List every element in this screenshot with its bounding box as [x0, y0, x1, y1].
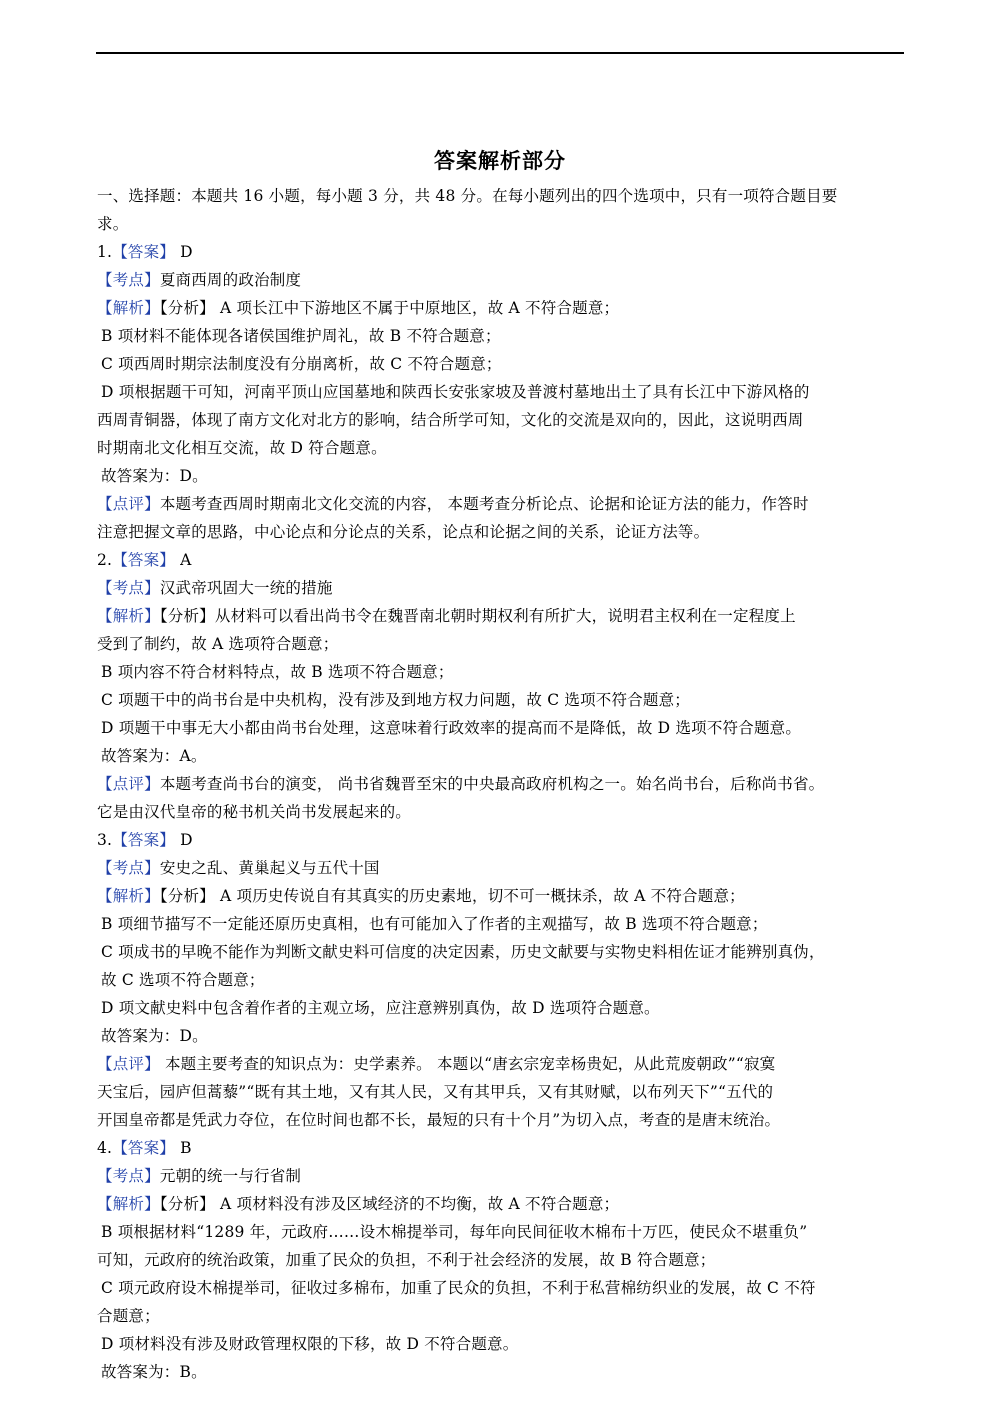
kaodian-tag: 【考点】	[97, 859, 160, 877]
question-1-kaodian	[97, 266, 912, 294]
jiexi-line: C 项元政府设木棉提举司，征收过多棉布，加重了民众的负担，不利于私营棉纺织业的发展，故 C 不符	[101, 1279, 816, 1297]
jiexi-line: B 项根据材料“1289 年，元政府……设木棉提举司，每年向民间征收木棉布十万匹，使民众不堪重负”	[101, 1223, 808, 1241]
page-title: 答案解析部分	[434, 148, 566, 173]
jiexi-tag: 【解析】	[97, 887, 160, 905]
question-2-dianping	[97, 770, 912, 798]
dianping-tag: 【点评】	[97, 775, 160, 793]
dianping-tag: 【点评】	[97, 1055, 160, 1073]
jiexi-line: C 项西周时期宗法制度没有分崩离析，故 C 不符合题意；	[101, 355, 502, 373]
question-4-kaodian	[97, 1162, 912, 1190]
dianping-tag: 【点评】	[97, 495, 160, 513]
jiexi-tag: 【解析】	[97, 1195, 160, 1213]
jiexi-line: 合题意；	[97, 1307, 160, 1325]
answer-value: D	[175, 243, 193, 261]
jiexi-line: 故答案为：D。	[101, 1027, 208, 1045]
question-3-kaodian	[97, 854, 912, 882]
question-2-answer	[97, 546, 912, 574]
jiexi-line: D 项根据题干可知，河南平顶山应国墓地和陕西长安张家坡及普渡村墓地出土了具有长江中下游风格的	[101, 383, 810, 401]
jiexi-text: 【分析】从材料可以看出尚书令在魏晋南北朝时期权利有所扩大，说明君主权利在一定程度上	[159, 607, 796, 625]
question-number: 4.	[97, 1139, 113, 1157]
kaodian-text: 汉武帝巩固大一统的措施	[159, 579, 333, 597]
question-3-dianping	[97, 1050, 912, 1078]
question-number: 1.	[97, 243, 113, 261]
jiexi-text: 【分析】 A 项历史传说自有其真实的历史素地，切不可一概抹杀，故 A 不符合题意；	[159, 887, 745, 905]
kaodian-text: 安史之乱、黄巢起义与五代十国	[159, 859, 380, 877]
jiexi-tag: 【解析】	[97, 607, 160, 625]
dianping-line: 开国皇帝都是凭武力夺位，在位时间也都不长，最短的只有十个月”为切入点，考查的是唐末统治。	[97, 1111, 781, 1129]
question-1-answer	[97, 238, 912, 266]
jiexi-line: 故答案为：B。	[101, 1363, 207, 1381]
header-rule	[96, 52, 904, 54]
jiexi-line: 时期南北文化相互交流，故 D 符合题意。	[97, 439, 387, 457]
jiexi-line: D 项材料没有涉及财政管理权限的下移，故 D 不符合题意。	[101, 1335, 519, 1353]
answer-value: B	[175, 1139, 192, 1157]
dianping-text: 本题考查西周时期南北文化交流的内容， 本题考查分析论点、论据和论证方法的能力，作答时	[159, 495, 809, 513]
question-4-jiexi	[97, 1190, 912, 1218]
jiexi-line: 故答案为：D。	[101, 467, 208, 485]
jiexi-line: 西周青铜器，体现了南方文化对北方的影响，结合所学可知，文化的交流是双向的，因此，这说明西周	[97, 411, 804, 429]
question-1-dianping	[97, 490, 912, 518]
jiexi-line: B 项细节描写不一定能还原历史真相，也有可能加入了作者的主观描写，故 B 选项不符合题意；	[101, 915, 768, 933]
jiexi-tag: 【解析】	[97, 299, 160, 317]
dianping-line: 它是由汉代皇帝的秘书机关尚书发展起来的。	[97, 803, 412, 821]
question-2-kaodian	[97, 574, 912, 602]
jiexi-line: 受到了制约，故 A 选项符合题意；	[97, 635, 339, 653]
dianping-text: 本题考查尚书台的演变， 尚书省魏晋至宋的中央最高政府机构之一。始名尚书台，后称尚书省。	[159, 775, 825, 793]
jiexi-line: D 项题干中事无大小都由尚书台处理，这意味着行政效率的提高而不是降低，故 D 选项不符合题意。	[101, 719, 802, 737]
kaodian-tag: 【考点】	[97, 579, 160, 597]
answer-tag: 【答案】	[112, 551, 176, 569]
answer-value: A	[175, 551, 192, 569]
jiexi-text: 【分析】 A 项长江中下游地区不属于中原地区，故 A 不符合题意；	[159, 299, 620, 317]
intro-line: 一、选择题：本题共 16 小题，每小题 3 分，共 48 分。在每小题列出的四个选项中，只有一项符合题目要	[97, 187, 838, 205]
question-3-jiexi	[97, 882, 912, 910]
jiexi-line: B 项材料不能体现各诸侯国维护周礼，故 B 不符合题意；	[101, 327, 501, 345]
jiexi-line: 故 C 选项不符合题意；	[101, 971, 265, 989]
jiexi-line: B 项内容不符合材料特点，故 B 选项不符合题意；	[101, 663, 454, 681]
jiexi-line: D 项文献史料中包含着作者的主观立场，应注意辨别真伪，故 D 选项符合题意。	[101, 999, 660, 1017]
question-4-answer	[97, 1134, 912, 1162]
question-number: 2.	[97, 551, 113, 569]
kaodian-tag: 【考点】	[97, 271, 160, 289]
jiexi-line: 故答案为：A。	[101, 747, 207, 765]
kaodian-text: 元朝的统一与行省制	[159, 1167, 302, 1185]
answer-tag: 【答案】	[112, 243, 176, 261]
dianping-line: 注意把握文章的思路，中心论点和分论点的关系，论点和论据之间的关系，论证方法等。	[97, 523, 710, 541]
answer-tag: 【答案】	[112, 831, 176, 849]
question-number: 3.	[97, 831, 113, 849]
dianping-text: 本题主要考查的知识点为：史学素养。 本题以“唐玄宗宠幸杨贵妃，从此荒废朝政”“寂寞	[159, 1055, 776, 1073]
kaodian-tag: 【考点】	[97, 1167, 160, 1185]
intro-line: 求。	[97, 215, 129, 233]
answer-content	[97, 182, 912, 1386]
answer-value: D	[175, 831, 193, 849]
jiexi-line: C 项成书的早晚不能作为判断文献史料可信度的决定因素，历史文献要与实物史料相佐证才能辨别真伪，	[101, 943, 825, 961]
question-3-answer	[97, 826, 912, 854]
answer-tag: 【答案】	[112, 1139, 176, 1157]
jiexi-text: 【分析】 A 项材料没有涉及区域经济的不均衡，故 A 不符合题意；	[159, 1195, 620, 1213]
question-2-jiexi	[97, 602, 912, 630]
question-1-jiexi	[97, 294, 912, 322]
jiexi-line: 可知，元政府的统治政策，加重了民众的负担，不利于社会经济的发展，故 B 符合题意；	[97, 1251, 716, 1269]
kaodian-text: 夏商西周的政治制度	[159, 271, 302, 289]
jiexi-line: C 项题干中的尚书台是中央机构，没有涉及到地方权力问题，故 C 选项不符合题意；	[101, 691, 691, 709]
dianping-line: 天宝后，园庐但蒿藜”“既有其土地，又有其人民，又有其甲兵，又有其财赋，以布列天下”“五代的	[97, 1083, 774, 1101]
